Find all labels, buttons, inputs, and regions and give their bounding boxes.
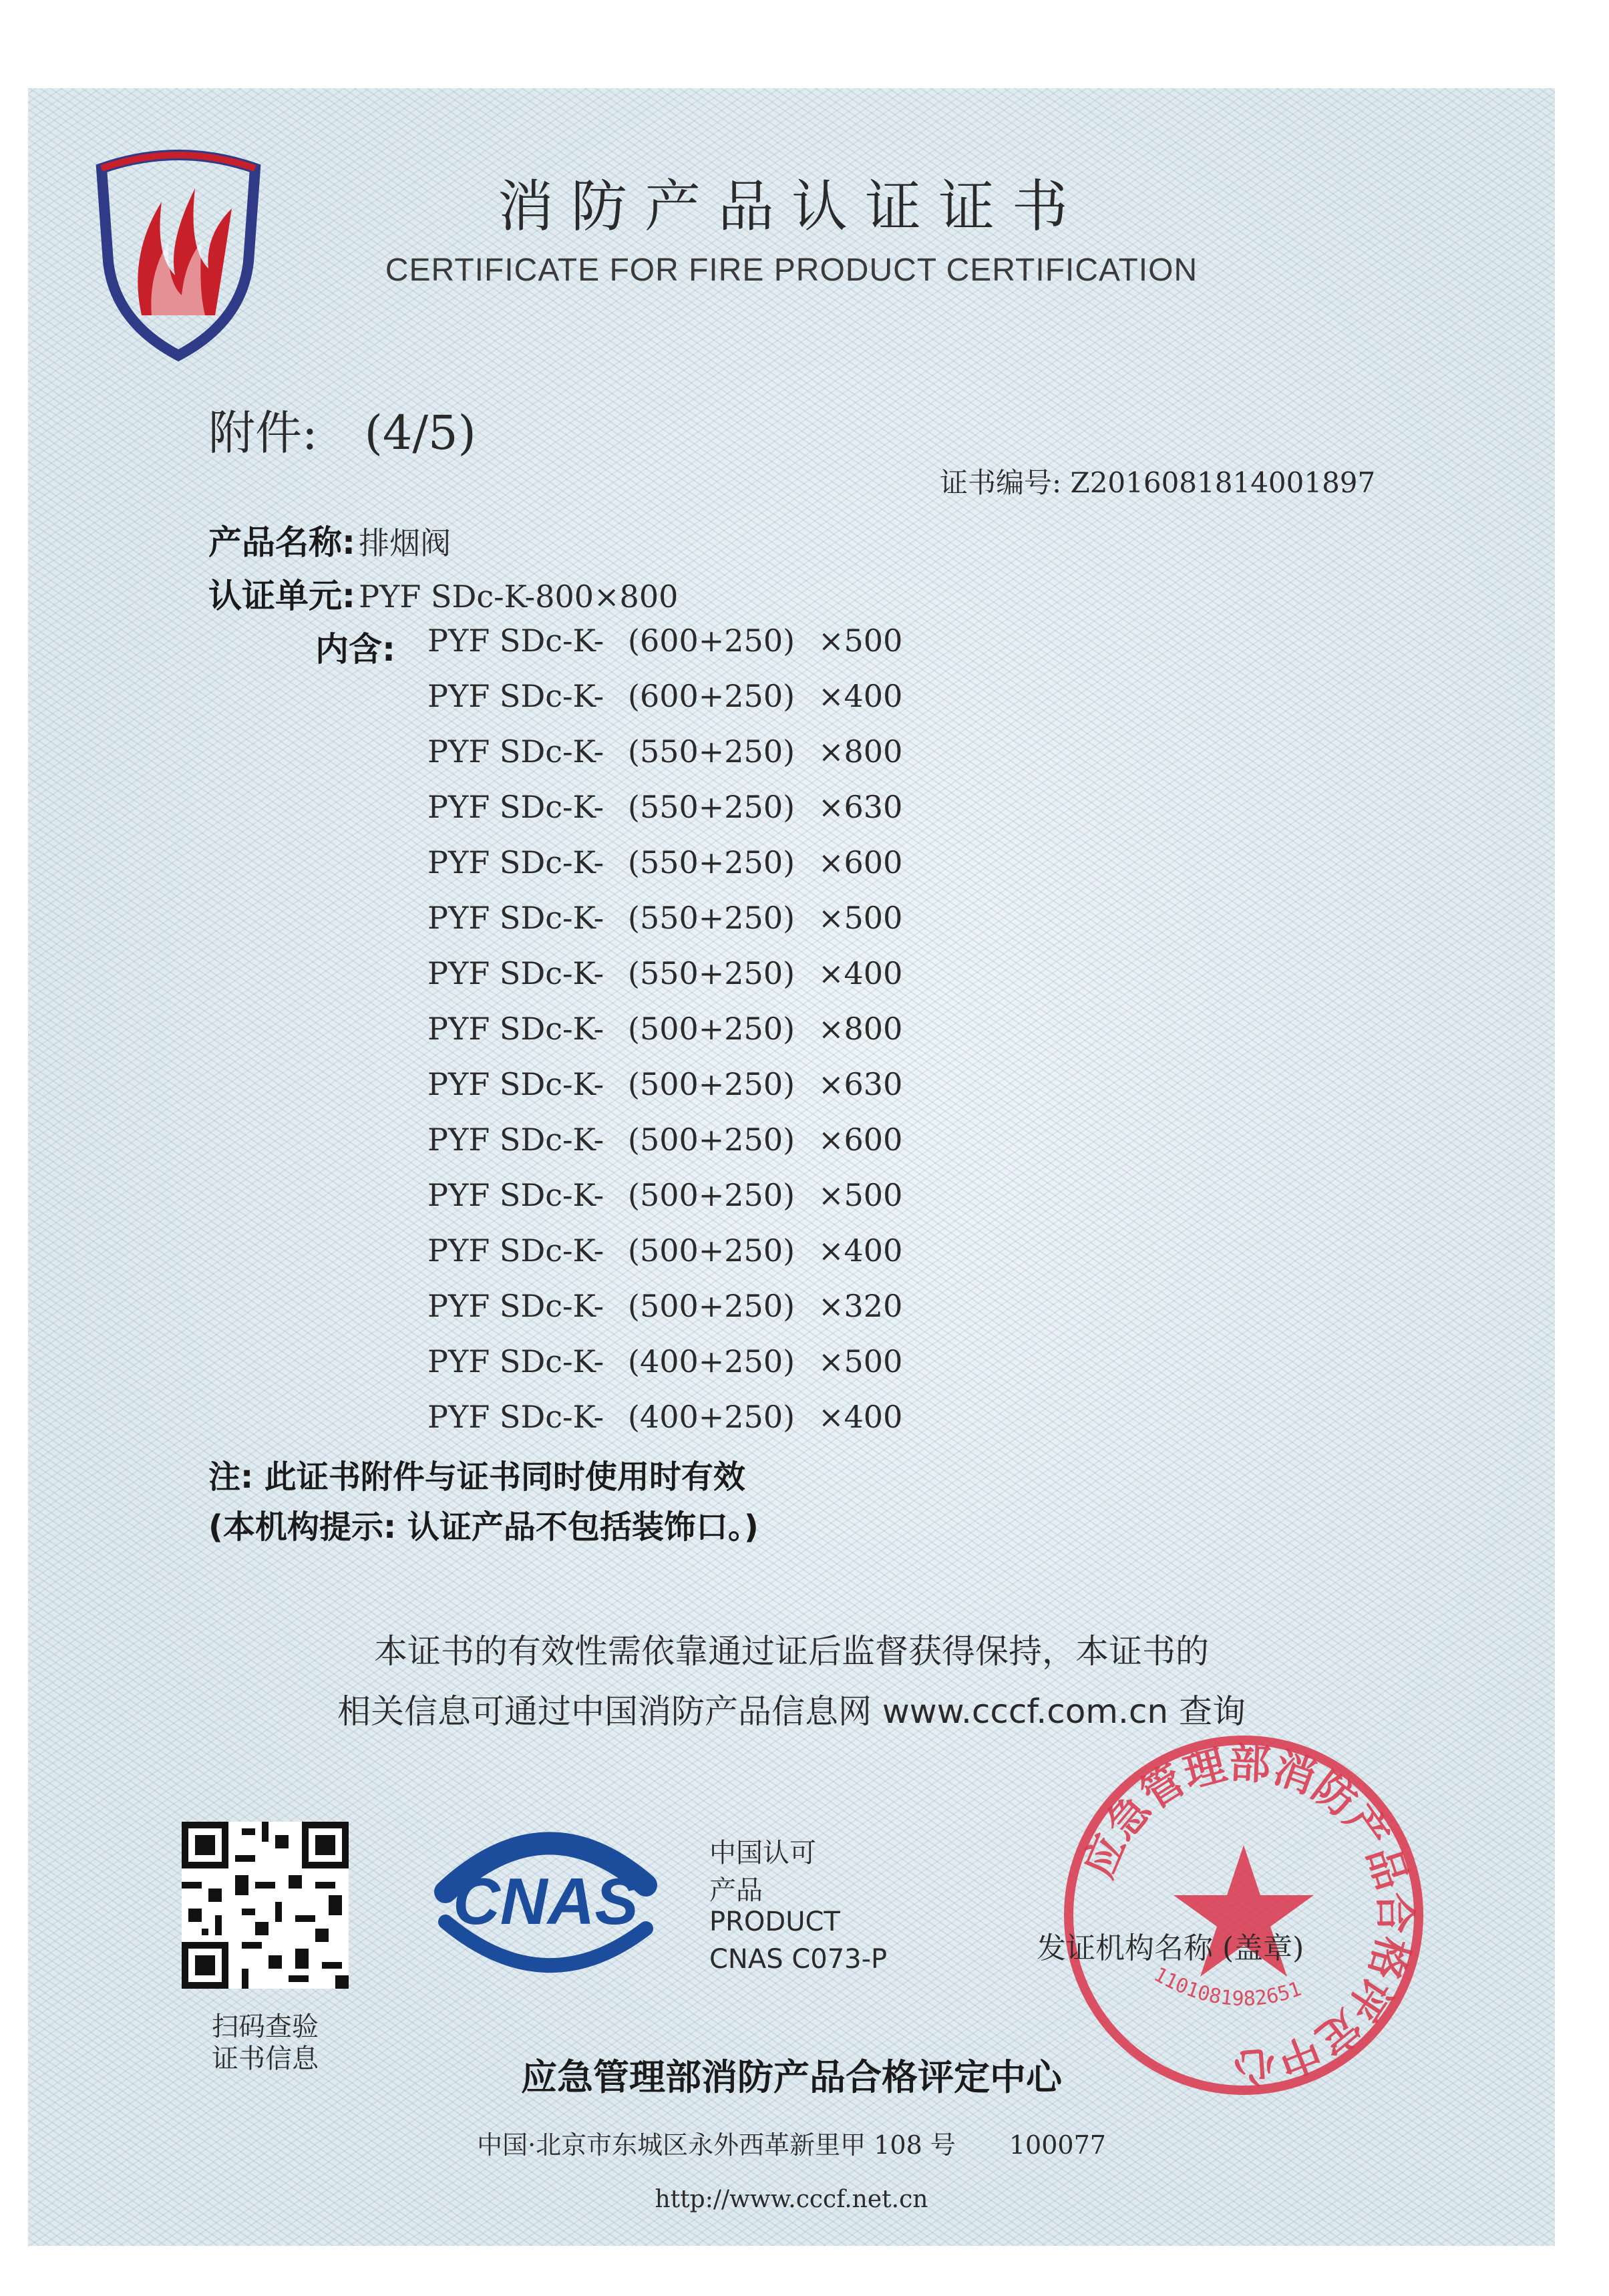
model-model: PYF SDc-K- <box>427 1233 604 1269</box>
model-height: ×800 <box>818 733 903 770</box>
model-height: ×500 <box>818 1343 903 1379</box>
model-model: PYF SDc-K- <box>427 789 604 825</box>
model-height: ×400 <box>818 1233 903 1269</box>
model-height: ×630 <box>818 1066 903 1102</box>
model-model: PYF SDc-K- <box>427 678 604 714</box>
model-height: ×400 <box>818 1399 903 1435</box>
model-row <box>427 1288 902 1324</box>
issuer-label: 发证机构名称 (盖章) <box>1037 1931 1304 1965</box>
model-size: (550+250) <box>628 844 795 880</box>
model-height: ×600 <box>818 844 903 880</box>
model-size: (400+250) <box>628 1343 795 1379</box>
model-size: (550+250) <box>628 789 795 825</box>
model-size: (500+250) <box>628 1233 795 1269</box>
cnas-line-3: PRODUCT <box>709 1907 840 1937</box>
postal-code: 100077 <box>1009 2130 1106 2160</box>
model-size: (500+250) <box>628 1011 795 1047</box>
model-model: PYF SDc-K- <box>427 1011 604 1047</box>
model-model: PYF SDc-K- <box>427 733 604 770</box>
model-row <box>427 844 902 880</box>
contains-label: 内含: <box>315 630 395 669</box>
certificate-sheet <box>28 88 1555 2246</box>
model-model: PYF SDc-K- <box>427 623 604 659</box>
cnas-line-2: 产品 <box>709 1875 763 1906</box>
model-model: PYF SDc-K- <box>427 844 604 880</box>
model-row <box>427 955 902 991</box>
model-row <box>427 1177 902 1213</box>
model-height: ×400 <box>818 955 903 991</box>
model-size: (550+250) <box>628 900 795 936</box>
model-row <box>427 1122 902 1158</box>
cnas-logo-text: CNAS <box>453 1864 639 1938</box>
model-height: ×600 <box>818 1122 903 1158</box>
issuing-organization: 应急管理部消防产品合格评定中心 <box>521 2056 1062 2098</box>
title-english: CERTIFICATE FOR FIRE PRODUCT CERTIFICATION <box>385 253 1198 288</box>
website-link[interactable]: http://www.cccf.net.cn <box>655 2186 928 2213</box>
model-size: (400+250) <box>628 1399 795 1435</box>
note-line-2: (本机构提示: 认证产品不包括装饰口。) <box>208 1508 759 1546</box>
cnas-logo <box>419 1812 673 1985</box>
model-height: ×320 <box>818 1288 903 1324</box>
qr-caption-line-2: 证书信息 <box>212 2043 319 2074</box>
model-row <box>427 733 902 770</box>
model-height: ×400 <box>818 678 903 714</box>
cnas-line-1: 中国认可 <box>709 1838 816 1868</box>
model-row <box>427 789 902 825</box>
validity-line-2: 相关信息可通过中国消防产品信息网 www.cccf.com.cn 查询 <box>337 1692 1246 1731</box>
model-model: PYF SDc-K- <box>427 1122 604 1158</box>
model-model: PYF SDc-K- <box>427 1177 604 1213</box>
annex-label: 附件: <box>208 405 318 460</box>
cnas-line-4: CNAS C073-P <box>709 1944 888 1975</box>
seal-ring-text: 应急管理部消防产品合格评定中心 <box>1073 1738 1420 2092</box>
model-size: (500+250) <box>628 1288 795 1324</box>
seal-code: 1101081982651 <box>1149 1963 1305 2011</box>
model-model: PYF SDc-K- <box>427 900 604 936</box>
model-row <box>427 1066 902 1102</box>
model-height: ×500 <box>818 1177 903 1213</box>
qr-caption-line-1: 扫码查验 <box>212 2011 319 2042</box>
annex-page: (4/5) <box>364 405 476 460</box>
model-height: ×630 <box>818 789 903 825</box>
title-chinese: 消防产品认证证书 <box>497 174 1085 239</box>
cert-unit-line <box>208 569 678 617</box>
address-text: 中国·北京市东城区永外西革新里甲 108 号 <box>477 2130 956 2160</box>
product-name-value: 排烟阀 <box>359 525 452 561</box>
model-model: PYF SDc-K- <box>427 1066 604 1102</box>
product-name-label: 产品名称: <box>208 523 355 562</box>
model-model: PYF SDc-K- <box>427 1399 604 1435</box>
cert-number-label: 证书编号: <box>940 466 1062 499</box>
model-row <box>427 623 902 659</box>
validity-line-1: 本证书的有效性需依靠通过证后监督获得保持，本证书的 <box>374 1632 1209 1671</box>
model-size: (550+250) <box>628 955 795 991</box>
model-size: (500+250) <box>628 1066 795 1102</box>
model-row <box>427 1399 902 1435</box>
model-row <box>427 1011 902 1047</box>
address-line <box>28 2124 1555 2161</box>
model-model: PYF SDc-K- <box>427 955 604 991</box>
annex-heading <box>208 395 476 463</box>
model-size: (600+250) <box>628 678 795 714</box>
official-seal <box>1057 1728 1431 2102</box>
cert-unit-label: 认证单元: <box>208 577 355 615</box>
model-size: (550+250) <box>628 733 795 770</box>
model-row <box>427 1343 902 1379</box>
model-size: (500+250) <box>628 1177 795 1213</box>
cert-unit-value: PYF SDc-K-800×800 <box>359 579 679 615</box>
certificate-number <box>940 461 1375 501</box>
model-size: (500+250) <box>628 1122 795 1158</box>
model-height: ×500 <box>818 900 903 936</box>
note-line-1: 注: 此证书附件与证书同时使用时有效 <box>208 1458 745 1496</box>
product-name-line <box>208 516 451 564</box>
model-row <box>427 900 902 936</box>
model-row <box>427 1233 902 1269</box>
model-model: PYF SDc-K- <box>427 1288 604 1324</box>
model-height: ×500 <box>818 623 903 659</box>
model-height: ×800 <box>818 1011 903 1047</box>
qr-code[interactable] <box>182 1822 349 1989</box>
model-size: (600+250) <box>628 623 795 659</box>
model-model: PYF SDc-K- <box>427 1343 604 1379</box>
model-row <box>427 678 902 714</box>
cert-number-value: Z2016081814001897 <box>1070 466 1376 499</box>
